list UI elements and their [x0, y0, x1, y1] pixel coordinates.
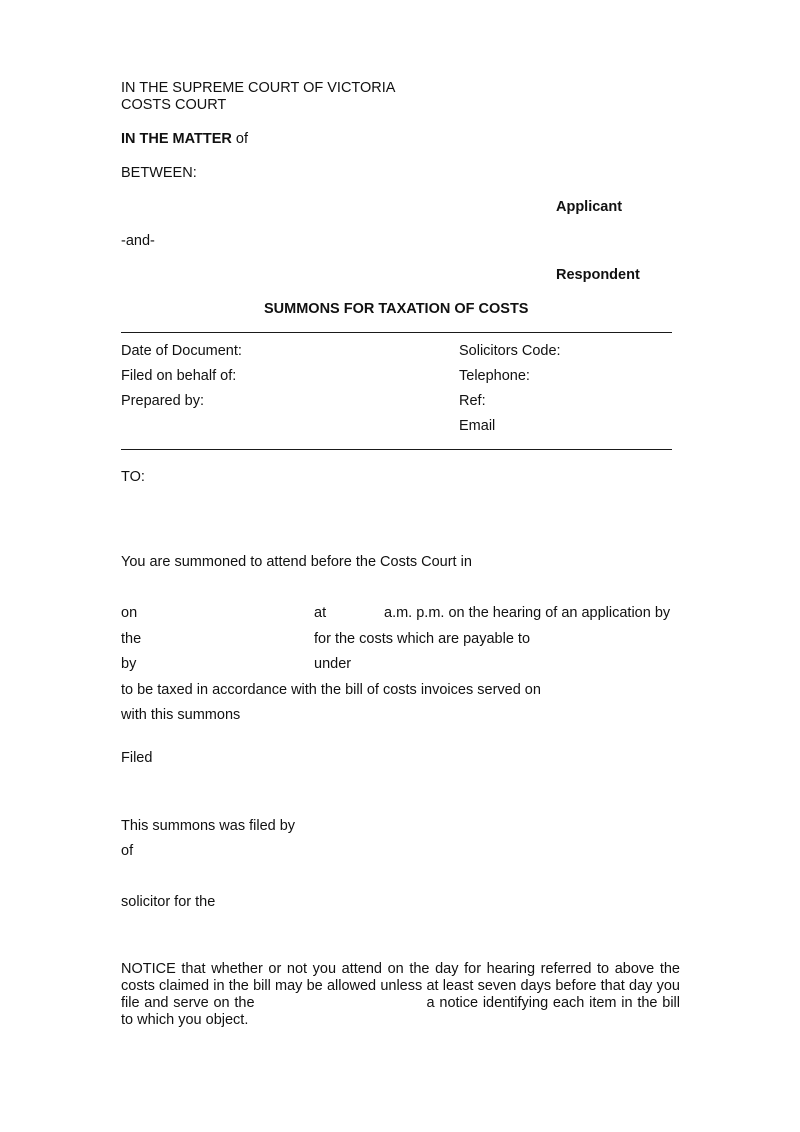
date-of-document-label: Date of Document:	[121, 343, 242, 359]
with-summons-text: with this summons	[121, 707, 241, 723]
on-label: on	[121, 605, 138, 621]
notice-text-part2: a notice identifying each item in the bill to which you object.	[121, 995, 680, 1028]
filed-by-text: This summons was filed by	[121, 818, 296, 834]
matter-of: of	[231, 131, 249, 147]
to-label: TO:	[121, 469, 145, 485]
telephone-label: Telephone:	[459, 368, 530, 384]
ref-label: Ref:	[459, 393, 486, 409]
email-label: Email	[459, 418, 496, 434]
between-label: BETWEEN:	[121, 165, 197, 181]
notice-paragraph	[121, 961, 680, 1029]
notice-text-part1: NOTICE that whether or not you attend on the day for hearing referred to above the costs claimed in the bill may be allowed unless at least seven days before that day you file and serve on the	[121, 961, 680, 1011]
court-name: IN THE SUPREME COURT OF VICTORIA	[121, 80, 396, 96]
filed-on-behalf-label: Filed on behalf of:	[121, 368, 237, 384]
bottom-rule	[121, 449, 672, 450]
under-label: under	[314, 656, 352, 672]
top-rule	[121, 332, 672, 333]
and-separator: -and-	[121, 233, 155, 249]
summoned-text: You are summoned to attend before the Costs Court in	[121, 554, 472, 570]
filed-label: Filed	[121, 750, 153, 766]
matter-line	[121, 131, 248, 148]
by-label: by	[121, 656, 137, 672]
solicitor-for-text: solicitor for the	[121, 894, 216, 910]
prepared-by-label: Prepared by:	[121, 393, 205, 409]
court-division: COSTS COURT	[121, 97, 227, 113]
matter-heading: IN THE MATTER	[121, 131, 232, 147]
hearing-text: a.m. p.m. on the hearing of an application by	[384, 605, 671, 621]
taxed-text: to be taxed in accordance with the bill of costs invoices served on	[121, 682, 541, 698]
solicitors-code-label: Solicitors Code:	[459, 343, 561, 359]
applicant-label: Applicant	[556, 199, 623, 215]
payable-text: for the costs which are payable to	[314, 631, 531, 647]
document-title: SUMMONS FOR TAXATION OF COSTS	[264, 301, 529, 317]
at-label: at	[314, 605, 327, 621]
of-label: of	[121, 843, 134, 859]
the-label: the	[121, 631, 142, 647]
respondent-label: Respondent	[556, 267, 640, 283]
